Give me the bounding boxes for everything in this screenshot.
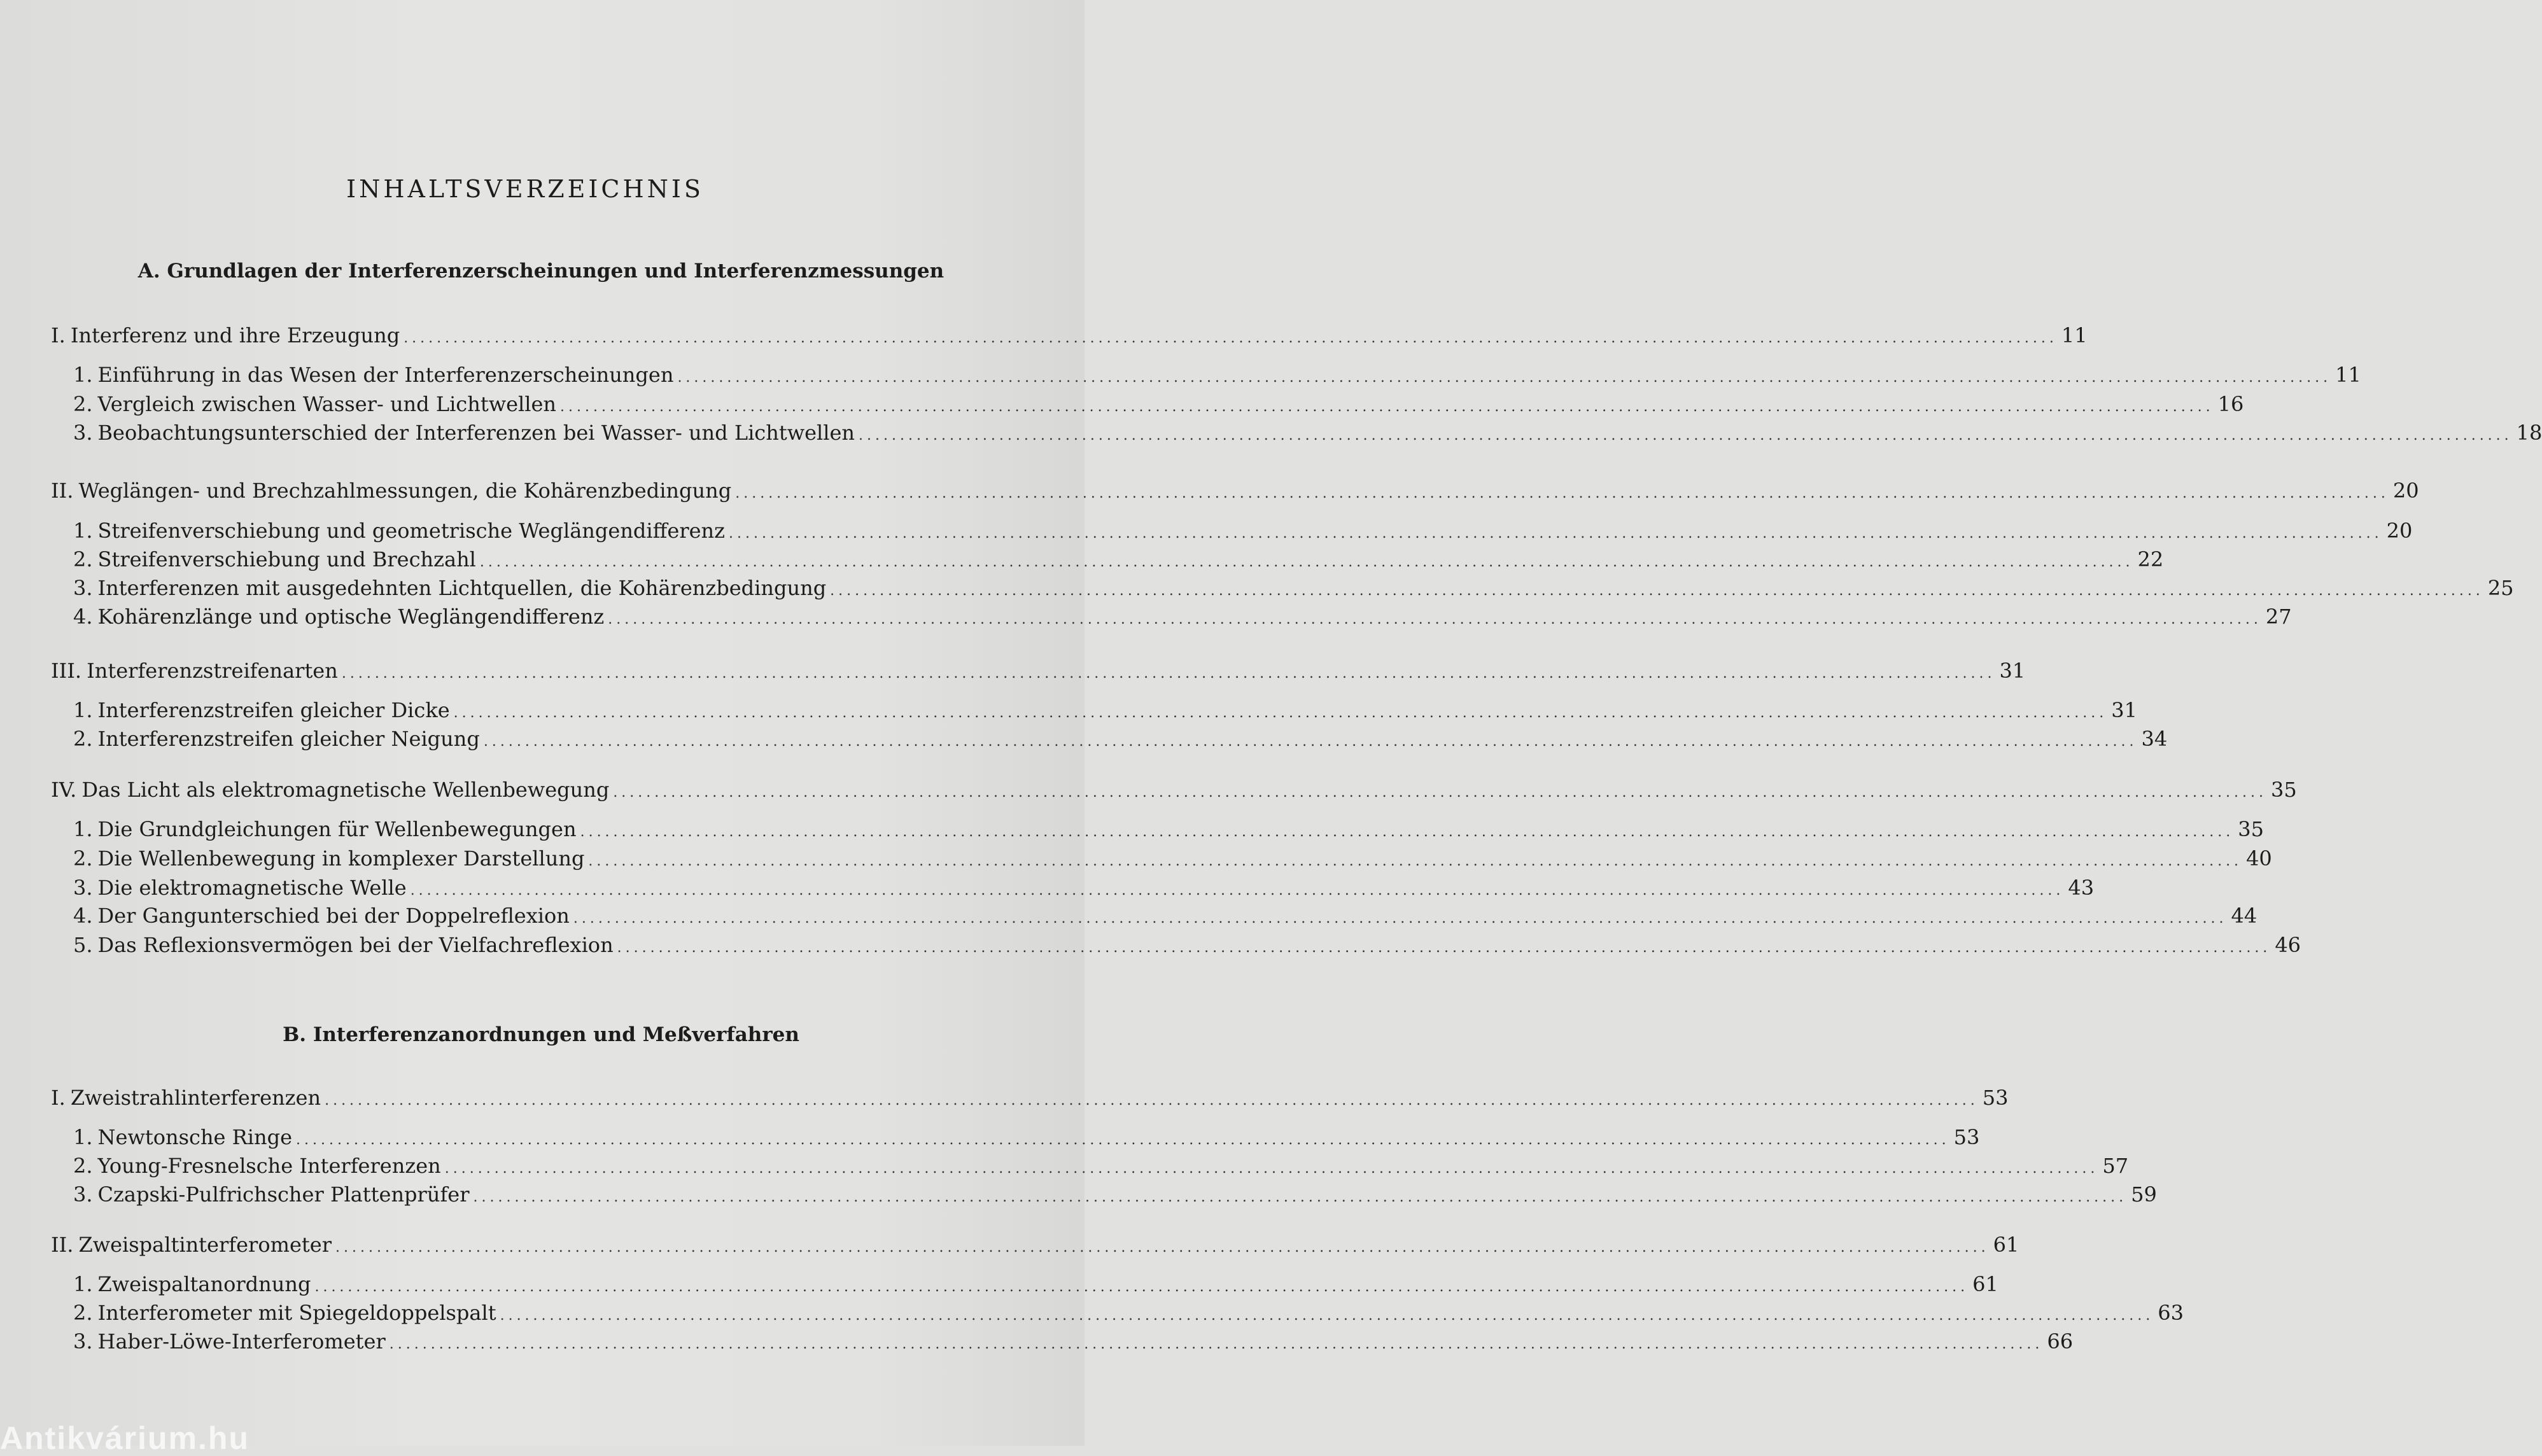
item-number: 3. [73, 1329, 93, 1354]
toc-item-row [73, 817, 2264, 845]
chapter-title: Das Licht als elektromagnetische Wellenbewegung [81, 778, 610, 802]
page-number: 59 [2131, 1182, 2157, 1207]
item-title: Beobachtungsunterschied der Interferenzen bei Wasser- und Lichtwellen [97, 421, 855, 445]
item-number: 2. [73, 1154, 93, 1178]
page-number: 43 [2068, 876, 2095, 900]
toc-chapter-row [51, 778, 2297, 806]
toc-item-row [73, 846, 2272, 874]
page-number: 11 [2335, 363, 2361, 387]
item-number: 2. [73, 1301, 93, 1325]
toc-item-row [73, 605, 2292, 633]
item-title: Zweispaltanordnung [97, 1272, 311, 1296]
item-title: Young-Fresnelsche Interferenzen [97, 1154, 441, 1178]
item-number: 5. [73, 933, 93, 957]
toc-item-row [73, 547, 2164, 575]
item-title: Das Reflexionsvermögen bei der Vielfachreflexion [97, 933, 614, 957]
toc-item-row [73, 519, 2413, 547]
toc-item-row [73, 933, 2301, 961]
toc-chapter-row [51, 1233, 2019, 1261]
item-number: 4. [73, 904, 93, 928]
item-number: 1. [73, 363, 93, 387]
item-title: Der Gangunterschied bei der Doppelreflexion [97, 904, 570, 928]
item-number: 2. [73, 392, 93, 416]
item-title: Die Grundgleichungen für Wellenbewegungen [97, 817, 577, 841]
item-number: 1. [73, 519, 93, 543]
dot-leader: ........................................................................................................................................................................................................ [608, 612, 2262, 627]
dot-leader: ........................................................................................................................................................................................................ [830, 583, 2484, 599]
toc-chapter-row [51, 479, 2419, 507]
chapter-title: Interferenzstreifenarten [87, 659, 338, 683]
toc-item-row [73, 904, 2258, 932]
toc-item-row [73, 576, 2514, 604]
item-number: 1. [73, 1272, 93, 1296]
section-heading-a: A. Grundlagen der Interferenzerscheinungen und Interferenzmessungen [137, 260, 944, 283]
toc-item-row [73, 1182, 2157, 1210]
dot-leader: ........................................................................................................................................................................................................ [729, 526, 2383, 542]
item-number: 1. [73, 1125, 93, 1149]
toc-item-row [73, 1125, 1980, 1153]
page-number: 63 [2158, 1301, 2184, 1325]
page-title: INHALTSVERZEICHNIS [346, 175, 704, 204]
dot-leader: ........................................................................................................................................................................................................ [500, 1308, 2154, 1324]
page-number: 18 [2516, 421, 2542, 445]
dot-leader: ........................................................................................................................................................................................................ [580, 824, 2235, 840]
watermark-logo: Antikvárium.hu [0, 1420, 249, 1456]
item-number: 3. [73, 576, 93, 600]
page-number: 66 [2047, 1329, 2074, 1354]
page-number: 25 [2487, 576, 2514, 600]
page-number: 53 [1982, 1086, 2009, 1110]
chapter-number: I. [51, 323, 66, 347]
dot-leader: ........................................................................................................................................................................................................ [479, 554, 2134, 570]
page-number: 35 [2270, 778, 2297, 802]
dot-leader: ........................................................................................................................................................................................................ [859, 428, 2513, 444]
page-number: 46 [2275, 933, 2301, 957]
toc-chapter-row [51, 659, 2026, 687]
page-number: 44 [2231, 904, 2258, 928]
toc-chapter-row [51, 323, 2088, 351]
toc-item-row [73, 876, 2095, 904]
item-number: 3. [73, 876, 93, 900]
page-number: 40 [2246, 846, 2272, 871]
toc-item-row [73, 421, 2542, 449]
chapter-number: IV. [51, 778, 77, 802]
page-number: 57 [2102, 1154, 2129, 1178]
dot-leader: ........................................................................................................................................................................................................ [573, 911, 2228, 927]
dot-leader: ........................................................................................................................................................................................................ [325, 1093, 1979, 1109]
dot-leader: ........................................................................................................................................................................................................ [588, 853, 2243, 869]
dot-leader: ........................................................................................................................................................................................................ [341, 666, 1996, 682]
page-number: 16 [2217, 392, 2244, 416]
page-number: 35 [2238, 817, 2264, 841]
page-number: 20 [2392, 479, 2419, 503]
dot-leader: ........................................................................................................................................................................................................ [613, 785, 2267, 801]
toc-item-row [73, 392, 2244, 420]
page-number: 53 [1953, 1125, 1980, 1149]
dot-leader: ........................................................................................................................................................................................................ [453, 705, 2108, 721]
item-title: Interferenzstreifen gleicher Neigung [97, 727, 480, 751]
page-number: 20 [2386, 519, 2413, 543]
item-title: Die elektromagnetische Welle [97, 876, 407, 900]
item-title: Interferometer mit Spiegeldoppelspalt [97, 1301, 496, 1325]
toc-item-row [73, 1301, 2184, 1329]
chapter-number: II. [51, 1233, 74, 1257]
toc-item-row [73, 1329, 2074, 1357]
item-title: Interferenzen mit ausgedehnten Lichtquellen, die Kohärenzbedingung [97, 576, 827, 600]
item-number: 1. [73, 698, 93, 722]
dot-leader: ........................................................................................................................................................................................................ [335, 1240, 1990, 1256]
item-title: Interferenzstreifen gleicher Dicke [97, 698, 450, 722]
item-title: Streifenverschiebung und geometrische Weglängendifferenz [97, 519, 726, 543]
page-number: 61 [1993, 1233, 2019, 1257]
item-number: 2. [73, 547, 93, 571]
dot-leader: ........................................................................................................................................................................................................ [444, 1161, 2099, 1177]
item-number: 3. [73, 1182, 93, 1207]
page-number: 31 [1999, 659, 2026, 683]
item-number: 3. [73, 421, 93, 445]
dot-leader: ........................................................................................................................................................................................................ [617, 940, 2272, 956]
dot-leader: ........................................................................................................................................................................................................ [473, 1189, 2128, 1205]
dot-leader: ........................................................................................................................................................................................................ [404, 330, 2058, 346]
chapter-number: I. [51, 1086, 66, 1110]
chapter-title: Weglängen- und Brechzahlmessungen, die Kohärenzbedingung [78, 479, 732, 503]
page-number: 11 [2061, 323, 2088, 347]
chapter-title: Zweistrahlinterferenzen [70, 1086, 321, 1110]
chapter-number: III. [51, 659, 82, 683]
page-number: 27 [2265, 605, 2292, 629]
dot-leader: ........................................................................................................................................................................................................ [483, 734, 2138, 750]
chapter-number: II. [51, 479, 74, 503]
item-title: Kohärenzlänge und optische Weglängendifferenz [97, 605, 605, 629]
dot-leader: ........................................................................................................................................................................................................ [314, 1279, 1969, 1295]
chapter-title: Interferenz und ihre Erzeugung [70, 323, 400, 347]
section-heading-b: B. Interferenzanordnungen und Meßverfahren [283, 1023, 799, 1046]
dot-leader: ........................................................................................................................................................................................................ [677, 370, 2332, 386]
item-title: Czapski-Pulfrichscher Plattenprüfer [97, 1182, 470, 1207]
item-number: 2. [73, 727, 93, 751]
toc-item-row [73, 1272, 1998, 1300]
page-number: 22 [2137, 547, 2164, 571]
item-title: Die Wellenbewegung in komplexer Darstellung [97, 846, 585, 871]
item-number: 1. [73, 817, 93, 841]
dot-leader: ........................................................................................................................................................................................................ [560, 399, 2214, 415]
dot-leader: ........................................................................................................................................................................................................ [735, 486, 2389, 501]
toc-chapter-row [51, 1086, 2009, 1114]
toc-item-row [73, 1154, 2129, 1182]
dot-leader: ........................................................................................................................................................................................................ [296, 1132, 1950, 1148]
item-title: Einführung in das Wesen der Interferenzerscheinungen [97, 363, 674, 387]
dot-leader: ........................................................................................................................................................................................................ [389, 1336, 2044, 1352]
item-title: Streifenverschiebung und Brechzahl [97, 547, 476, 571]
item-title: Newtonsche Ringe [97, 1125, 293, 1149]
item-title: Haber-Löwe-Interferometer [97, 1329, 386, 1354]
page-number: 61 [1972, 1272, 1998, 1296]
toc-item-row [73, 727, 2168, 755]
dot-leader: ........................................................................................................................................................................................................ [410, 883, 2065, 899]
item-number: 4. [73, 605, 93, 629]
toc-item-row [73, 698, 2137, 726]
item-number: 2. [73, 846, 93, 871]
toc-item-row [73, 363, 2361, 391]
chapter-title: Zweispaltinterferometer [78, 1233, 332, 1257]
page-number: 31 [2111, 698, 2137, 722]
page-number: 34 [2141, 727, 2168, 751]
item-title: Vergleich zwischen Wasser- und Lichtwellen [97, 392, 557, 416]
